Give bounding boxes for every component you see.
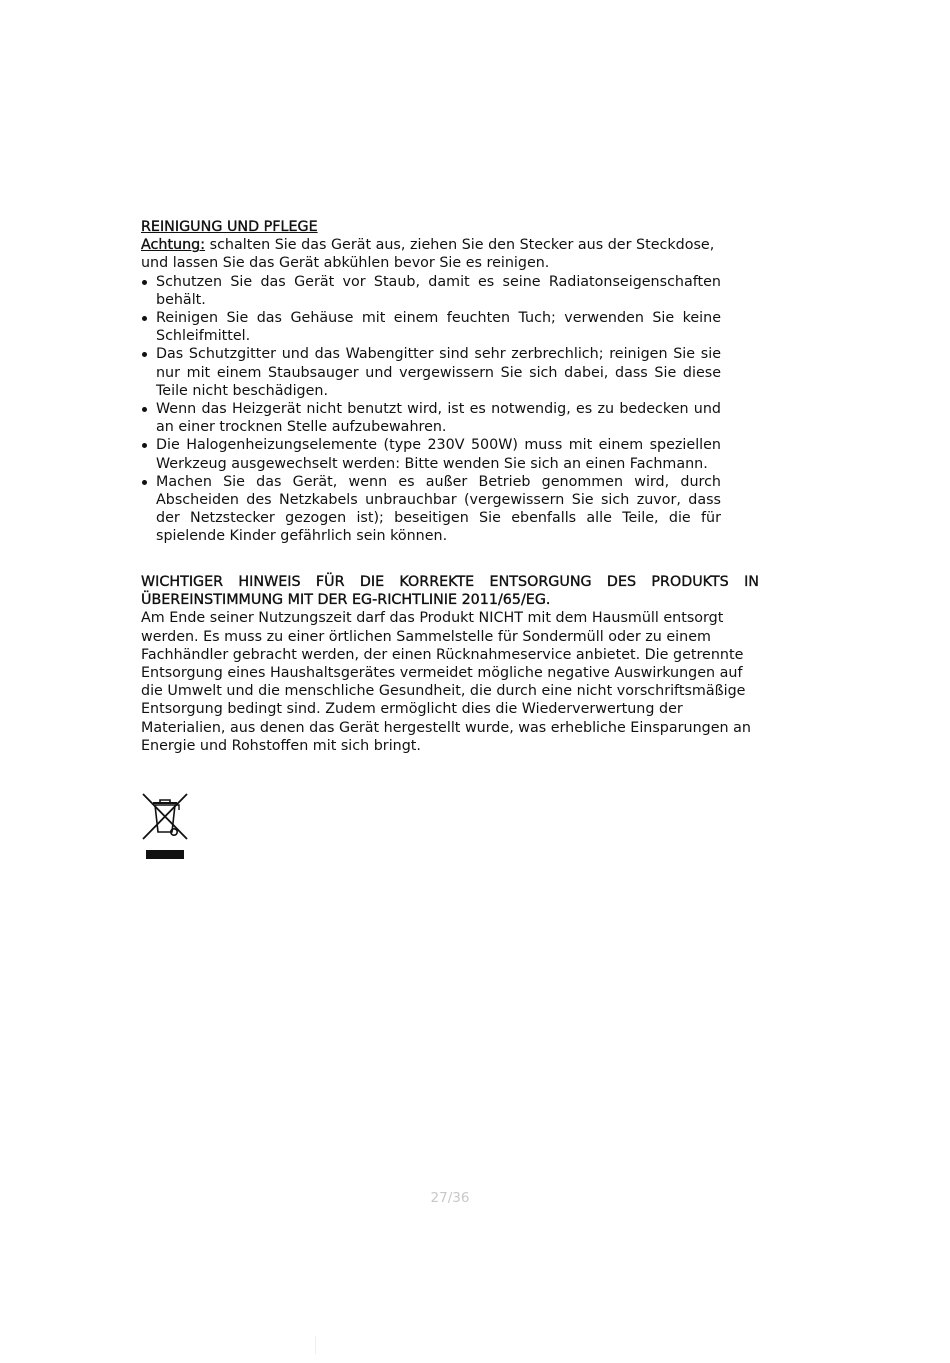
disposal-line: Fachhändler gebracht werden, der einen Rücknahmeservice anbietet. Die getrennte — [141, 646, 744, 663]
care-section — [141, 218, 721, 546]
disposal-section — [141, 573, 761, 755]
disposal-line: Materialien, aus denen das Gerät hergestellt wurde, was erhebliche Einsparungen an — [141, 719, 751, 736]
care-list-item: Reinigen Sie das Gehäuse mit einem feuchten Tuch; verwenden Sie keine Schleifmittel. — [141, 309, 721, 345]
disposal-line: die Umwelt und die menschliche Gesundheit, die durch eine nicht vorschriftsmäßige — [141, 683, 746, 700]
divider — [315, 1336, 316, 1354]
disposal-text — [141, 609, 756, 755]
care-heading: REINIGUNG UND PFLEGE — [141, 219, 318, 235]
page-number: 27/36 — [430, 1190, 470, 1206]
care-intro — [141, 236, 721, 272]
disposal-line: Am Ende seiner Nutzungszeit darf das Produkt NICHT mit dem Hausmüll entsorgt — [141, 610, 724, 627]
care-intro-text: schalten Sie das Gerät aus, ziehen Sie den Stecker aus der Steckdose, und lassen Sie das Gerät abkühlen bevor Sie es reinigen. — [141, 237, 715, 272]
disposal-heading-line1: WICHTIGER HINWEIS FÜR DIE KORREKTE ENTSORGUNG DES PRODUKTS IN — [141, 574, 759, 590]
care-list-item: Die Halogenheizungselemente (type 230V 500W) muss mit einem speziellen Werkzeug ausgewechselt werden: Bitte wenden Sie sich an einen Fachmann. — [141, 436, 721, 472]
disposal-heading-line2: ÜBEREINSTIMMUNG MIT DER EG-RICHTLINIE 2011/65/EG. — [141, 592, 551, 609]
disposal-line: Energie und Rohstoffen mit sich bringt. — [141, 737, 421, 754]
disposal-line: Entsorgung eines Haushaltsgerätes vermeidet mögliche negative Auswirkungen auf — [141, 665, 743, 682]
care-list-item: Das Schutzgitter und das Wabengitter sind sehr zerbrechlich; reinigen Sie sie nur mit einem Staubsauger und vergewissern Sie sich dabei, dass Sie diese Teile nicht beschädigen. — [141, 345, 721, 400]
care-list — [141, 273, 721, 546]
care-list-item: Schutzen Sie das Gerät vor Staub, damit es seine Radiatonseigenschaften behält. — [141, 273, 721, 309]
crossed-out-wheelie-bin-icon — [141, 792, 189, 860]
disposal-heading — [141, 573, 759, 609]
care-list-item: Machen Sie das Gerät, wenn es außer Betrieb genommen wird, durch Abscheiden des Netzkabels unbrauchbar (vergewissern Sie sich zuvor, dass der Netzstecker gezogen ist); beseitigen Sie ebenfalls alle Teile, die für spielende Kinder gefährlich sein können. — [141, 473, 721, 546]
disposal-line: werden. Es muss zu einer örtlichen Sammelstelle für Sondermüll oder zu einem — [141, 628, 711, 645]
disposal-line: Entsorgung bedingt sind. Zudem ermöglicht dies die Wiederverwertung der — [141, 701, 683, 718]
care-intro-lead: Achtung: — [141, 237, 206, 254]
care-list-item: Wenn das Heizgerät nicht benutzt wird, ist es notwendig, es zu bedecken und an einer trocknen Stelle aufzubewahren. — [141, 400, 721, 436]
